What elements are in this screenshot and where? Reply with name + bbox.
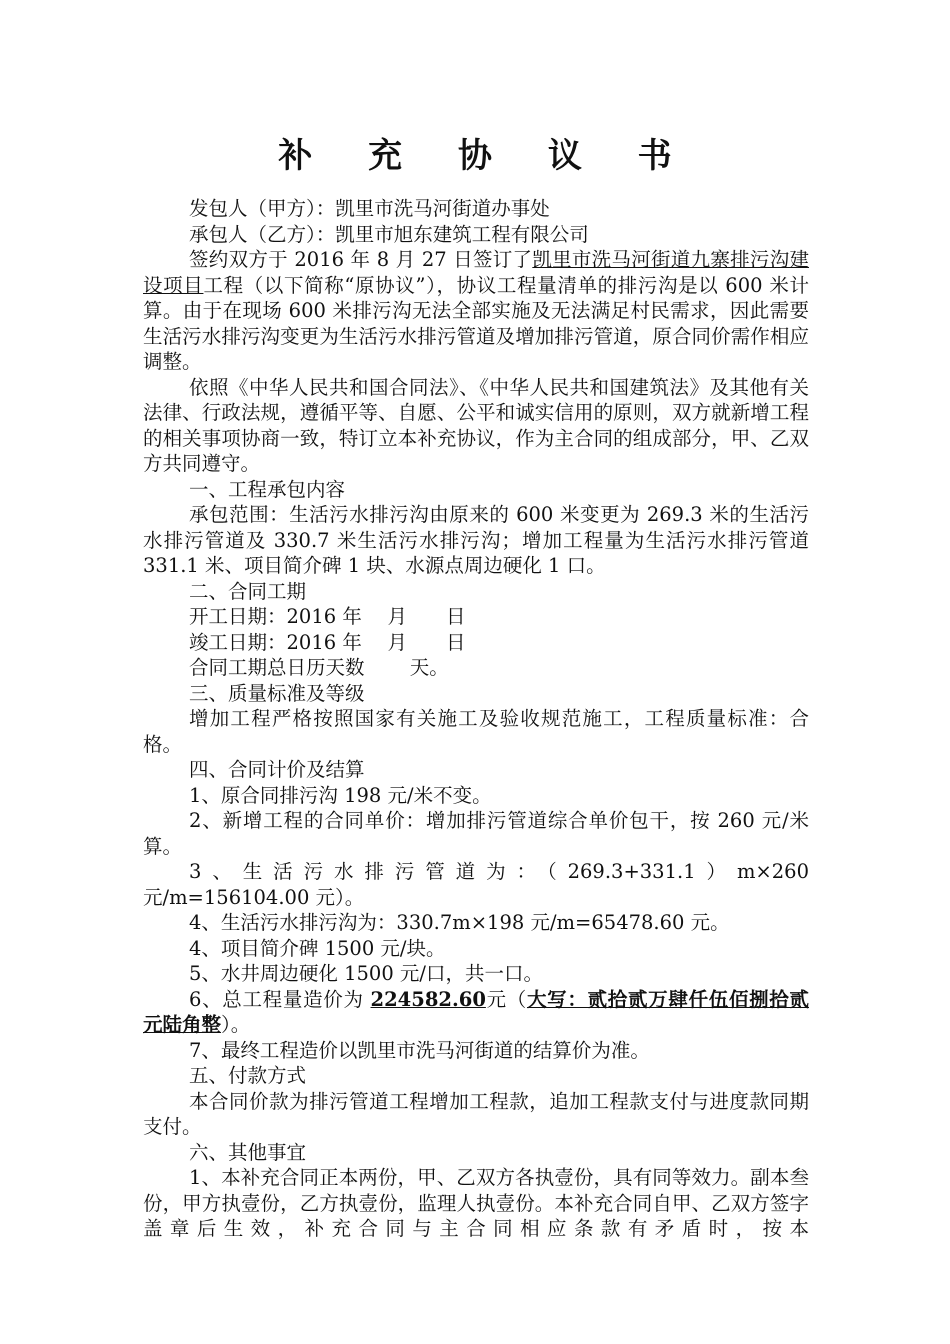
- total-text-a: 6、总工程量造价为: [189, 987, 371, 1011]
- legal-basis-paragraph: 依照《中华人民共和国合同法》、《中华人民共和国建筑法》及其他有关法律、行政法规，遵循平等、自愿、公平和诚实信用的原则，双方就新增工程的相关事项协商一致，特订立本补充协议，作为主合同的组成部分，甲、乙双方共同遵守。: [143, 375, 809, 475]
- intro-paragraph: [143, 247, 809, 375]
- duration-line: 合同工期总日历天数 天。: [189, 656, 449, 679]
- section-heading-1: 一、工程承包内容: [189, 477, 346, 501]
- pricing-item-5: 5、水井周边硬化 1500 元/口，共一口。: [189, 962, 543, 985]
- intro-text-a: 签约双方于 2016 年 8 月 27 日签订了: [189, 248, 533, 271]
- section-heading-5: 五、付款方式: [189, 1064, 307, 1087]
- pricing-item-4a: 4、生活污水排污沟为：330.7m×198 元/m=65478.60 元。: [189, 911, 730, 934]
- party-a-line: 发包人（甲方）：凯里市洗马河街道办事处: [189, 197, 550, 220]
- pricing-item-1: 1、原合同排污沟 198 元/米不变。: [189, 783, 492, 807]
- pricing-item-4b: 4、项目简介碑 1500 元/块。: [189, 936, 446, 960]
- document-body: [143, 196, 809, 1242]
- total-amount-uppercase: 大写：贰拾贰万肆仟伍佰捌拾贰元陆角整: [143, 987, 809, 1036]
- start-date-line: 开工日期：2016 年 月 日: [189, 605, 466, 628]
- quality-paragraph: 增加工程严格按照国家有关施工及验收规范施工，工程质量标准：合格。: [143, 707, 809, 756]
- pricing-item-3: 3、生活污水排污管道为：（269.3+331.1）m×260 元/m=156104.00 元）。: [143, 860, 809, 909]
- total-text-c: ）。: [221, 1013, 251, 1036]
- section-heading-4: 四、合同计价及结算: [189, 758, 365, 781]
- party-b-line: 承包人（乙方）：凯里市旭东建筑工程有限公司: [189, 222, 589, 246]
- pricing-item-6: [143, 987, 809, 1038]
- pricing-item-7: 7、最终工程造价以凯里市洗马河街道的结算价为准。: [189, 1038, 650, 1062]
- intro-text-b: 工程（以下简称“原协议”），协议工程量清单的排污沟是以 600 米计算。由于在现场 600 米排污沟无法全部实施及无法满足村民需求，因此需要生活污水排污沟变更为生活污水排污管道及增加排污管道，原合同价需作相应调整。: [143, 273, 809, 373]
- section-heading-6: 六、其他事宜: [189, 1140, 307, 1164]
- project-name: 凯里市洗马河街道九寨排污沟建设项目: [143, 248, 809, 297]
- other-matters-paragraph: 1、本补充合同正本两份，甲、乙双方各执壹份，具有同等效力。副本叁份，甲方执壹份，乙方执壹份，监理人执壹份。本补充合同自甲、乙双方签字盖章后生效，补充合同与主合同相应条款有矛盾时，按本: [143, 1166, 809, 1240]
- payment-paragraph: 本合同价款为排污管道工程增加工程款，追加工程款支付与进度款同期支付。: [143, 1089, 809, 1138]
- total-text-b: 元（: [485, 987, 527, 1011]
- end-date-line: 竣工日期：2016 年 月 日: [189, 630, 466, 654]
- page-title: 补 充 协 议 书: [278, 136, 694, 176]
- section-heading-3: 三、质量标准及等级: [189, 681, 365, 705]
- scope-paragraph: 承包范围：生活污水排污沟由原来的 600 米变更为 269.3 米的生活污水排污管道及 330.7 米生活污水排污沟；增加工程量为生活污水排污管道 331.1 米、项目简介碑 1 块、水源点周边硬化 1 口。: [143, 503, 809, 577]
- section-heading-2: 二、合同工期: [189, 579, 307, 603]
- total-amount: 224582.60: [370, 987, 486, 1011]
- pricing-item-2: 2、新增工程的合同单价：增加排污管道综合单价包干，按 260 元/米算。: [143, 809, 809, 858]
